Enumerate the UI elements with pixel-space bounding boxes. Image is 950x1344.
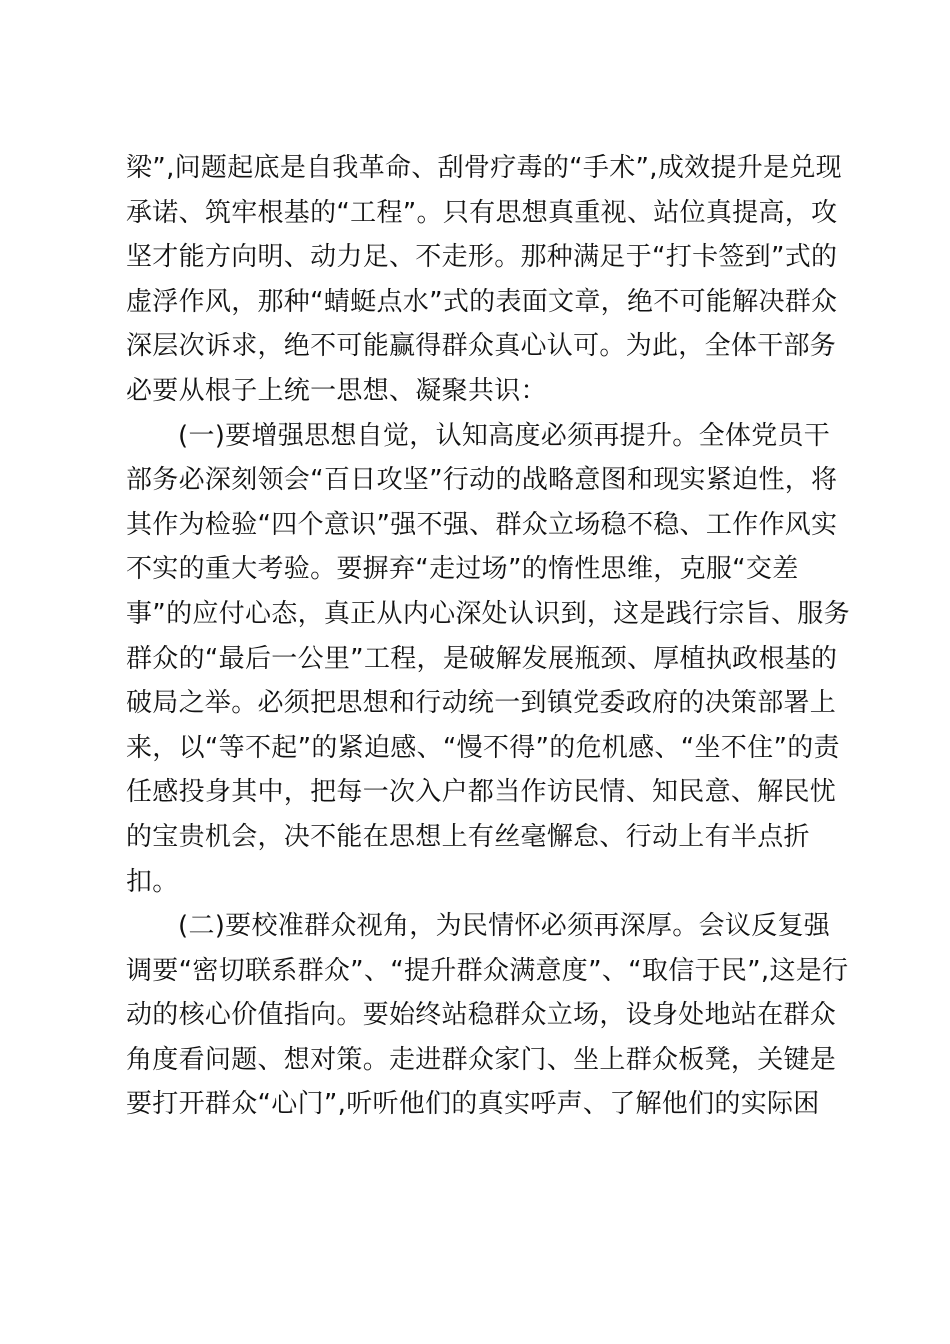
text-line: 梁”,问题起底是自我革命、刮骨疗毒的“手术”,成效提升是兑现 bbox=[126, 153, 842, 183]
text-line: 调要“密切联系群众”、“提升群众满意度”、“取信于民”,这是行 bbox=[126, 955, 849, 986]
text-line: 不实的重大考验。要摒弃“走过场”的惰性思维，克服“交差 bbox=[126, 554, 799, 585]
section-heading-line: (二)要校准群众视角，为民情怀必须再深厚。会议反复强 bbox=[178, 911, 831, 942]
text-line: 虚浮作风，那种“蜻蜓点水”式的表面文章，绝不可能解决群众 bbox=[126, 286, 838, 317]
text-line: 角度看问题、想对策。走进群众家门、坐上群众板凳，关键是 bbox=[126, 1044, 837, 1075]
section-heading-line: (一)要增强思想自觉，认知高度必须再提升。全体党员干 bbox=[178, 420, 831, 451]
text-line: 必要从根子上统一思想、凝聚共识： bbox=[126, 375, 547, 406]
text-line: 要打开群众“心门”,听听他们的真实呼声、了解他们的实际困 bbox=[126, 1089, 820, 1120]
text-line: 部务必深刻领会“百日攻坚”行动的战略意图和现实紧迫性，将 bbox=[126, 465, 838, 496]
text-line: 扣。 bbox=[126, 866, 179, 897]
text-line: 破局之举。必须把思想和行动统一到镇党委政府的决策部署上 bbox=[126, 688, 837, 719]
text-line: 动的核心价值指向。要始终站稳群众立场，设身处地站在群众 bbox=[126, 1000, 837, 1031]
text-line: 承诺、筑牢根基的“工程”。只有思想真重视、站位真提高，攻 bbox=[126, 197, 838, 228]
text-line: 群众的“最后一公里”工程，是破解发展瓶颈、厚植执政根基的 bbox=[126, 643, 838, 674]
text-line: 来，以“等不起”的紧迫感、“慢不得”的危机感、“坐不住”的责 bbox=[126, 732, 840, 763]
text-line: 坚才能方向明、动力足、不走形。那种满足于“打卡签到”式的 bbox=[126, 242, 838, 273]
body-text bbox=[126, 146, 850, 1127]
text-line: 的宝贵机会，决不能在思想上有丝毫懈怠、行动上有半点折 bbox=[126, 821, 810, 852]
text-line: 事”的应付心态，真正从内心深处认识到，这是践行宗旨、服务 bbox=[126, 598, 850, 629]
text-line: 其作为检验“四个意识”强不强、群众立场稳不稳、工作作风实 bbox=[126, 509, 838, 540]
text-line: 深层次诉求，绝不可能赢得群众真心认可。为此，全体干部务 bbox=[126, 331, 837, 362]
text-line: 任感投身其中，把每一次入户都当作访民情、知民意、解民忧 bbox=[126, 777, 837, 808]
